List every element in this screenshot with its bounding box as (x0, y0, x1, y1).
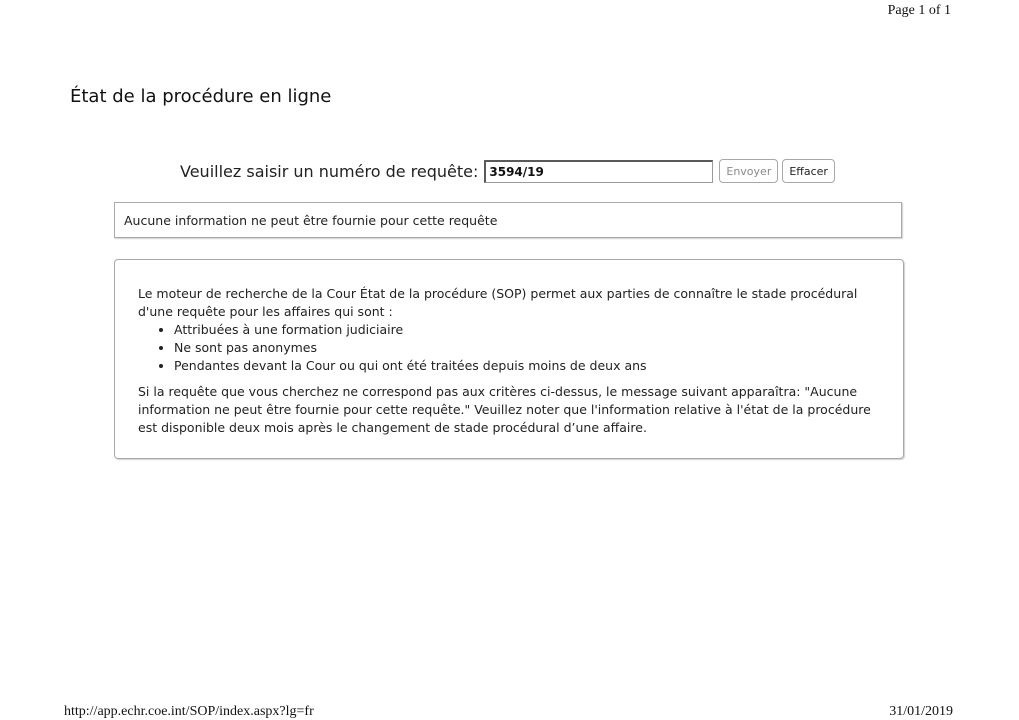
result-message-box (114, 202, 902, 238)
info-intro: Le moteur de recherche de la Cour État de la procédure (SOP) permet aux parties de connaître le stade procédural d'une requête pour les affaires qui sont : (138, 286, 858, 319)
info-note: Si la requête que vous cherchez ne correspond pas aux critères ci-dessus, le message suivant apparaîtra: "Aucune information ne peut être fournie pour cette requête." Veuillez noter que l'information relative à l'état de la procédure est disponible deux mois après le changement de stade procédural d’une affaire. (138, 384, 871, 435)
criteria-item: • Attribuées à une formation judiciaire (174, 321, 881, 339)
send-button[interactable]: Envoyer (719, 159, 778, 183)
page-title: État de la procédure en ligne (70, 86, 332, 107)
print-date: 31/01/2019 (889, 704, 953, 719)
search-form (180, 158, 835, 184)
result-message: Aucune information ne peut être fournie pour cette requête (124, 213, 498, 228)
clear-button[interactable]: Effacer (782, 159, 835, 183)
info-panel (114, 259, 904, 459)
criteria-list (138, 321, 881, 375)
application-number-input[interactable] (484, 160, 713, 183)
search-label: Veuillez saisir un numéro de requête: (180, 161, 479, 181)
print-url: http://app.echr.coe.int/SOP/index.aspx?lg=fr (64, 704, 314, 719)
print-page-indicator: Page 1 of 1 (887, 3, 951, 18)
criteria-item: • Ne sont pas anonymes (174, 339, 881, 357)
criteria-item: • Pendantes devant la Cour ou qui ont été traitées depuis moins de deux ans (174, 357, 881, 375)
